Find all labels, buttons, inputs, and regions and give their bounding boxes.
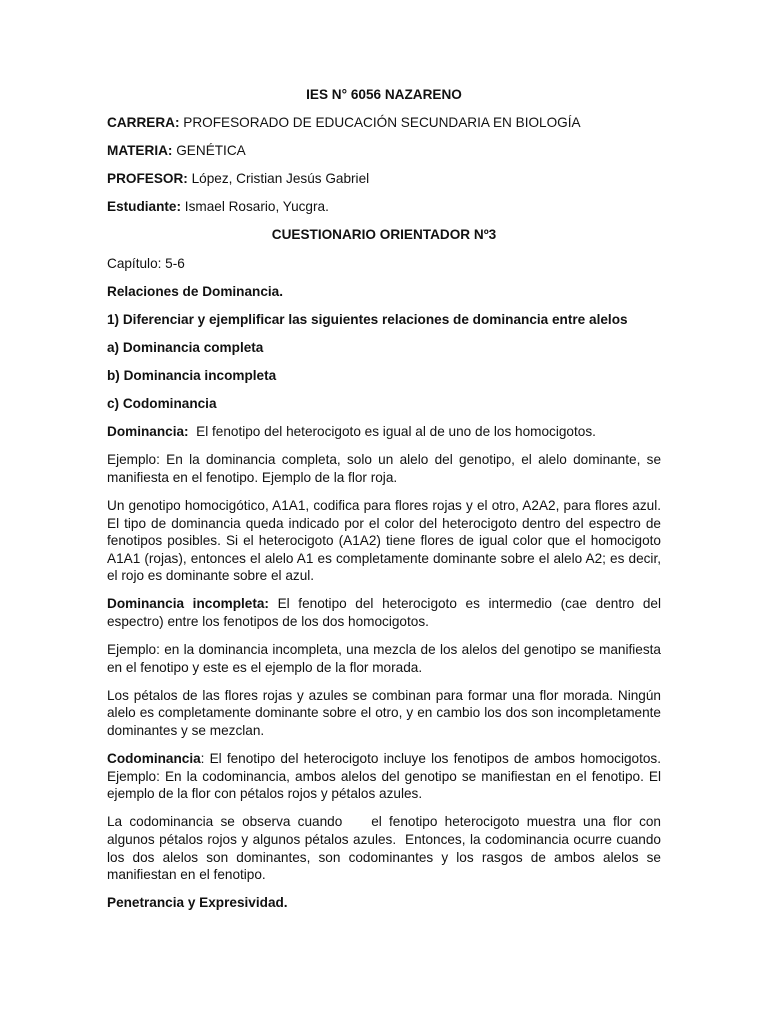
profesor-label: PROFESOR: xyxy=(107,171,188,187)
estudiante-label: Estudiante: xyxy=(107,199,182,215)
item-c: c) Codominancia xyxy=(107,396,217,412)
codominancia-definition xyxy=(107,750,661,803)
question-1: 1) Diferenciar y ejemplificar las siguientes relaciones de dominancia entre alelos xyxy=(107,311,628,327)
next-section-heading: Penetrancia y Expresividad. xyxy=(107,895,288,911)
carrera-line xyxy=(107,114,661,132)
materia-label: MATERIA: xyxy=(107,143,173,159)
item-b: b) Dominancia incompleta xyxy=(107,367,277,383)
document-title: CUESTIONARIO ORIENTADOR Nº3 xyxy=(271,227,497,243)
dominancia-term: Dominancia: xyxy=(107,424,189,440)
incompleta-explanation: Los pétalos de las flores rojas y azules se combinan para formar una flor morada. Ningún alelo es completamente dominante sobre el otro, y en cambio los dos son incompletamente dominantes y se mezclan. xyxy=(107,687,661,738)
codominancia-explanation: La codominancia se observa cuando el fenotipo heterocigoto muestra una flor con algunos pétalos rojos y algunos pétalos azules. Entonces, la codominancia ocurre cuando los dos alelos son dominantes, son codominantes y los rasgos de ambos alelos se manifiestan en el fenotipo. xyxy=(107,814,665,883)
document-page xyxy=(107,86,665,922)
incompleta-term: Dominancia incompleta: xyxy=(107,596,269,612)
chapter-line: Capítulo: 5-6 xyxy=(107,255,185,271)
dominancia-example: Ejemplo: En la dominancia completa, solo un alelo del genotipo, el alelo dominante, se manifiesta en el fenotipo. Ejemplo de la flor roja. xyxy=(107,452,661,485)
carrera-label: CARRERA: xyxy=(107,115,180,131)
incompleta-definition xyxy=(107,595,665,630)
estudiante-line xyxy=(107,198,661,216)
incompleta-def-text: El fenotipo del heterocigoto es intermedio (cae dentro del espectro) entre los fenotipos de los dos homocigotos. xyxy=(107,596,665,629)
dominancia-definition xyxy=(107,423,661,441)
dominancia-def-text: El fenotipo del heterocigoto es igual al de uno de los homocigotos. xyxy=(188,424,596,440)
profesor-line xyxy=(107,170,661,188)
institution-title: IES N° 6056 NAZARENO xyxy=(306,87,462,102)
item-a: a) Dominancia completa xyxy=(107,339,264,355)
dominancia-explanation: Un genotipo homocigótico, A1A1, codifica para flores rojas y el otro, A2A2, para flores azul. El tipo de dominancia queda indicado por el color del heterocigoto dentro del espectro de fenotipos posibles. Si el heterocigoto (A1A2) tiene flores de igual color que el homocigoto A1A1 (rojas), entonces el alelo A1 es completamente dominante sobre el alelo A2; es decir, el rojo es dominante sobre el azul. xyxy=(107,497,661,584)
carrera-value: PROFESORADO DE EDUCACIÓN SECUNDARIA EN BIOLOGÍA xyxy=(183,115,581,131)
materia-value: GENÉTICA xyxy=(176,143,246,159)
estudiante-value: Ismael Rosario, Yucgra. xyxy=(184,199,329,215)
codominancia-def-text: : El fenotipo del heterocigoto incluye los fenotipos de ambos homocigotos. Ejemplo: En la codominancia, ambos alelos del genotipo se manifiestan en el fenotipo. El ejemplo de la flor con pétalos rojos y pétalos azules. xyxy=(107,751,661,802)
materia-line xyxy=(107,142,661,160)
codominancia-term: Codominancia xyxy=(107,751,201,767)
profesor-value: López, Cristian Jesús Gabriel xyxy=(191,171,370,187)
incompleta-example: Ejemplo: en la dominancia incompleta, una mezcla de los alelos del genotipo se manifiesta en el fenotipo y este es el ejemplo de la flor morada. xyxy=(107,642,661,675)
section-heading: Relaciones de Dominancia. xyxy=(107,283,284,299)
